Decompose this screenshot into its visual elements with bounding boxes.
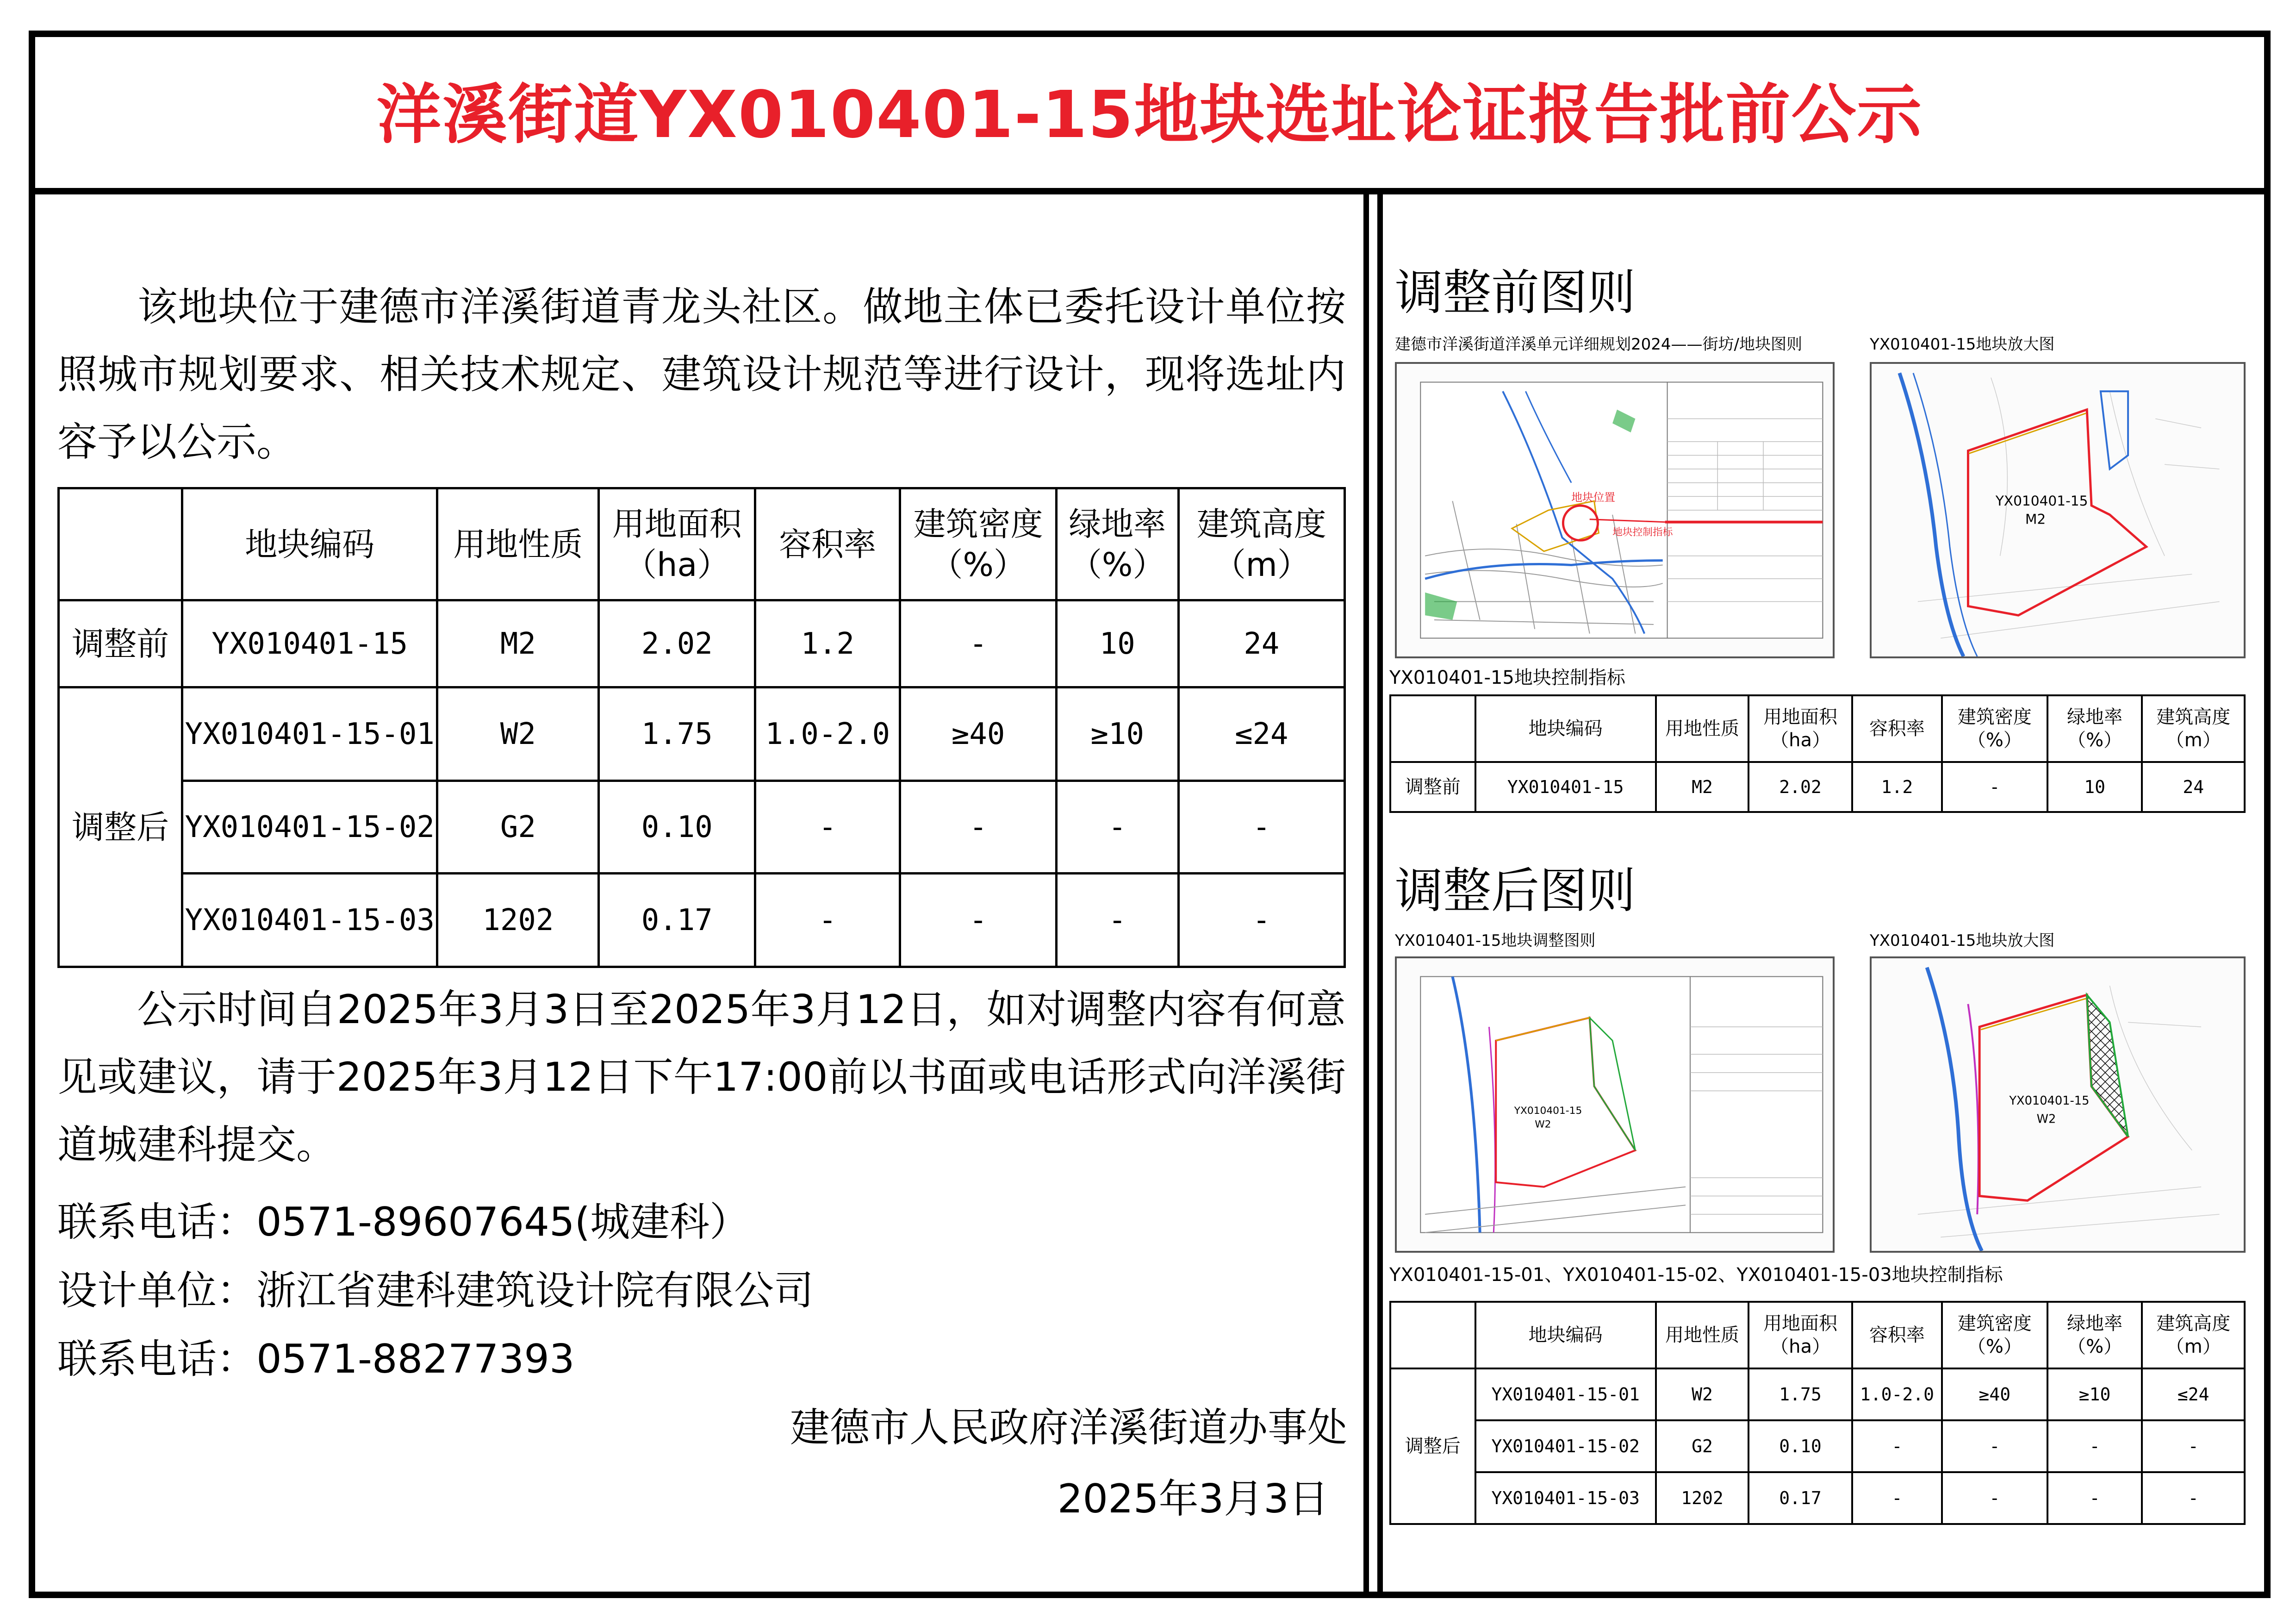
map-label-plot-adjust-type: W2 <box>1535 1118 1551 1131</box>
header-code: 地块编码 <box>182 488 437 600</box>
after-adjust-map <box>1395 956 1835 1253</box>
header-nature: 用地性质 <box>437 488 599 600</box>
cell-far: 1.2 <box>1852 762 1942 812</box>
after-table-caption: YX010401-15-01、YX010401-15-02、YX010401-15-03地块控制指标 <box>1389 1264 2003 1286</box>
before-district-map <box>1395 362 1835 658</box>
table-header-row <box>59 488 1345 600</box>
map-label-plot-before-type: M2 <box>2025 511 2046 527</box>
header-green-label: 绿地率 <box>1069 505 1166 543</box>
header-density <box>1942 695 2047 762</box>
cell-area: 0.10 <box>1748 1420 1852 1472</box>
table-row <box>1390 1420 2245 1472</box>
cell-green: - <box>1056 781 1178 874</box>
cell-far: - <box>1852 1472 1942 1524</box>
cell-far: - <box>755 781 900 874</box>
map-label-plot-before: YX010401-15 <box>1995 493 2088 509</box>
cell-area: 2.02 <box>1748 762 1852 812</box>
header-empty <box>1390 695 1475 762</box>
header-density-unit: （%） <box>1967 1336 2022 1357</box>
header-green <box>2047 1302 2142 1368</box>
cell-code: YX010401-15-01 <box>1475 1368 1656 1420</box>
header-green-unit: （%） <box>2067 1336 2122 1357</box>
cell-far: - <box>1852 1420 1942 1472</box>
index-table <box>57 487 1346 968</box>
cell-code: YX010401-15-03 <box>182 874 437 967</box>
before-plot-map-drawing <box>1872 364 2244 656</box>
header-green-unit: （%） <box>1069 545 1165 584</box>
signature-org: 建德市人民政府洋溪街道办事处 <box>790 1405 1347 1451</box>
cell-area: 0.17 <box>1748 1472 1852 1524</box>
map-label-plot-adjust: YX010401-15 <box>1514 1105 1582 1117</box>
cell-nature: G2 <box>437 781 599 874</box>
cell-nature: 1202 <box>437 874 599 967</box>
cell-green: ≥10 <box>2047 1368 2142 1420</box>
cell-height: - <box>2142 1420 2245 1472</box>
cell-area: 1.75 <box>599 687 755 781</box>
cell-green: - <box>1056 874 1178 967</box>
header-height <box>2142 695 2245 762</box>
cell-density: - <box>1942 1472 2047 1524</box>
header-nature: 用地性质 <box>1656 695 1748 762</box>
header-height-label: 建筑高度 <box>1196 505 1326 543</box>
before-map2-caption: YX010401-15地块放大图 <box>1870 335 2055 354</box>
notice-paragraph <box>57 976 1346 1179</box>
header-density-unit: （%） <box>930 545 1026 584</box>
cell-green: ≥10 <box>1056 687 1178 781</box>
map-label-location: 地块位置 <box>1571 491 1615 504</box>
cell-density: - <box>900 874 1056 967</box>
cell-nature: W2 <box>1656 1368 1748 1420</box>
cell-code: YX010401-15-03 <box>1475 1472 1656 1524</box>
table-row <box>59 687 1345 781</box>
cell-green: - <box>2047 1472 2142 1524</box>
cell-nature: M2 <box>437 600 599 687</box>
contact-value: 浙江省建科建筑设计院有限公司 <box>256 1268 814 1314</box>
header-code: 地块编码 <box>1475 695 1656 762</box>
header-area-label: 用地面积 <box>1763 1313 1838 1334</box>
cell-nature: W2 <box>437 687 599 781</box>
cell-area: 0.17 <box>599 874 755 967</box>
table-row <box>59 600 1345 687</box>
cell-density: - <box>900 781 1056 874</box>
contact-label: 联系电话： <box>57 1336 256 1382</box>
after-adjust-map-drawing <box>1397 958 1833 1251</box>
header-empty <box>1390 1302 1475 1368</box>
cell-height: 24 <box>1178 600 1344 687</box>
notice-text: 公示时间自2025年3月3日至2025年3月12日，如对调整内容有何意见或建议，请于2025年3月12日下午17:00前以书面或电话形式向洋溪街道城建科提交。 <box>57 987 1346 1168</box>
table-header-row <box>1390 1302 2245 1368</box>
header-green-label: 绿地率 <box>2067 706 2123 728</box>
before-district-map-drawing <box>1397 364 1833 656</box>
contact-value: 0571-89607645(城建科） <box>256 1199 750 1245</box>
cell-density: - <box>1942 762 2047 812</box>
header-area-label: 用地面积 <box>1763 706 1838 728</box>
signature-date: 2025年3月3日 <box>1057 1476 1329 1522</box>
header-density <box>900 488 1056 600</box>
row-label-after: 调整后 <box>1390 1368 1475 1524</box>
cell-code: YX010401-15-02 <box>182 781 437 874</box>
table-row <box>1390 1472 2245 1524</box>
header-density-label: 建筑密度 <box>913 505 1043 543</box>
table-row <box>59 874 1345 967</box>
header-green <box>2047 695 2142 762</box>
header-height <box>2142 1302 2245 1368</box>
header-height-label: 建筑高度 <box>2156 1313 2231 1334</box>
panel-divider <box>1363 194 1383 1592</box>
before-index-table <box>1389 694 2246 813</box>
table-row <box>1390 762 2245 812</box>
contact-value: 0571-88277393 <box>256 1336 575 1382</box>
intro-text: 该地块位于建德市洋溪街道青龙头社区。做地主体已委托设计单位按照城市规划要求、相关技术规定、建筑设计规范等进行设计，现将选址内容予以公示。 <box>57 284 1346 465</box>
after-map2-caption: YX010401-15地块放大图 <box>1870 931 2055 950</box>
table-header-row <box>1390 695 2245 762</box>
cell-density: - <box>900 600 1056 687</box>
after-map1-caption: YX010401-15地块调整图则 <box>1395 931 1596 950</box>
before-plot-map <box>1870 362 2246 658</box>
header-area-unit: （ha） <box>1770 1336 1830 1357</box>
header-empty <box>59 488 182 600</box>
contact-label: 设计单位： <box>57 1268 256 1314</box>
header-green-unit: （%） <box>2067 730 2122 751</box>
cell-far: 1.0-2.0 <box>1852 1368 1942 1420</box>
cell-far: 1.0-2.0 <box>755 687 900 781</box>
cell-height: 24 <box>2142 762 2245 812</box>
cell-nature: G2 <box>1656 1420 1748 1472</box>
header-area-unit: （ha） <box>624 545 730 584</box>
cell-height: - <box>1178 874 1344 967</box>
header-far: 容积率 <box>1852 695 1942 762</box>
header-far: 容积率 <box>1852 1302 1942 1368</box>
after-plot-map-drawing <box>1872 958 2244 1251</box>
cell-nature: M2 <box>1656 762 1748 812</box>
header-area <box>599 488 755 600</box>
row-label-after: 调整后 <box>59 687 182 967</box>
cell-green: 10 <box>2047 762 2142 812</box>
header-area-unit: （ha） <box>1770 730 1830 751</box>
header-green <box>1056 488 1178 600</box>
cell-density: - <box>1942 1420 2047 1472</box>
cell-far: - <box>755 874 900 967</box>
header-height <box>1178 488 1344 600</box>
cell-code: YX010401-15 <box>182 600 437 687</box>
after-plot-map <box>1870 956 2246 1253</box>
contact-phone-1 <box>57 1190 749 1247</box>
table-row <box>1390 1368 2245 1420</box>
cell-nature: 1202 <box>1656 1472 1748 1524</box>
header-height-label: 建筑高度 <box>2156 706 2231 728</box>
map-label-index: 地块控制指标 <box>1612 526 1673 538</box>
after-heading: 调整后图则 <box>1395 862 1636 919</box>
cell-height: - <box>2142 1472 2245 1524</box>
before-map1-caption: 建德市洋溪街道洋溪单元详细规划2024——街坊/地块图则 <box>1395 335 1802 354</box>
header-density <box>1942 1302 2047 1368</box>
cell-height: ≤24 <box>2142 1368 2245 1420</box>
cell-code: YX010401-15-02 <box>1475 1420 1656 1472</box>
after-index-table <box>1389 1301 2246 1525</box>
header-density-label: 建筑密度 <box>1957 706 2032 728</box>
contact-designer <box>57 1258 814 1316</box>
header-height-unit: （m） <box>2165 730 2221 751</box>
cell-far: 1.2 <box>755 600 900 687</box>
before-heading: 调整前图则 <box>1395 264 1636 321</box>
header-nature: 用地性质 <box>1656 1302 1748 1368</box>
header-height-unit: （m） <box>1213 545 1310 584</box>
page-title: 洋溪街道YX010401-15地块选址论证报告批前公示 <box>376 77 1923 153</box>
cell-density: ≥40 <box>900 687 1056 781</box>
cell-density: ≥40 <box>1942 1368 2047 1420</box>
header-density-unit: （%） <box>1967 730 2022 751</box>
header-area <box>1748 1302 1852 1368</box>
header-area <box>1748 695 1852 762</box>
row-label-before: 调整前 <box>59 600 182 687</box>
cell-area: 2.02 <box>599 600 755 687</box>
cell-code: YX010401-15-01 <box>182 687 437 781</box>
cell-area: 1.75 <box>1748 1368 1852 1420</box>
cell-height: - <box>1178 781 1344 874</box>
before-table-caption: YX010401-15地块控制指标 <box>1389 667 1625 688</box>
cell-green: - <box>2047 1420 2142 1472</box>
header-area-label: 用地面积 <box>612 505 742 543</box>
header-density-label: 建筑密度 <box>1957 1313 2032 1334</box>
cell-height: ≤24 <box>1178 687 1344 781</box>
table-row <box>59 781 1345 874</box>
contact-phone-2 <box>57 1327 575 1384</box>
header-code: 地块编码 <box>1475 1302 1656 1368</box>
header-green-label: 绿地率 <box>2067 1313 2123 1334</box>
map-label-plot-after-type: W2 <box>2036 1112 2056 1126</box>
cell-green: 10 <box>1056 600 1178 687</box>
row-label-before: 调整前 <box>1390 762 1475 812</box>
cell-code: YX010401-15 <box>1475 762 1656 812</box>
header-height-unit: （m） <box>2165 1336 2221 1357</box>
header-far: 容积率 <box>755 488 900 600</box>
cell-area: 0.10 <box>599 781 755 874</box>
contact-label: 联系电话： <box>57 1199 256 1245</box>
map-label-plot-after: YX010401-15 <box>2009 1094 2090 1108</box>
intro-paragraph <box>57 273 1346 476</box>
